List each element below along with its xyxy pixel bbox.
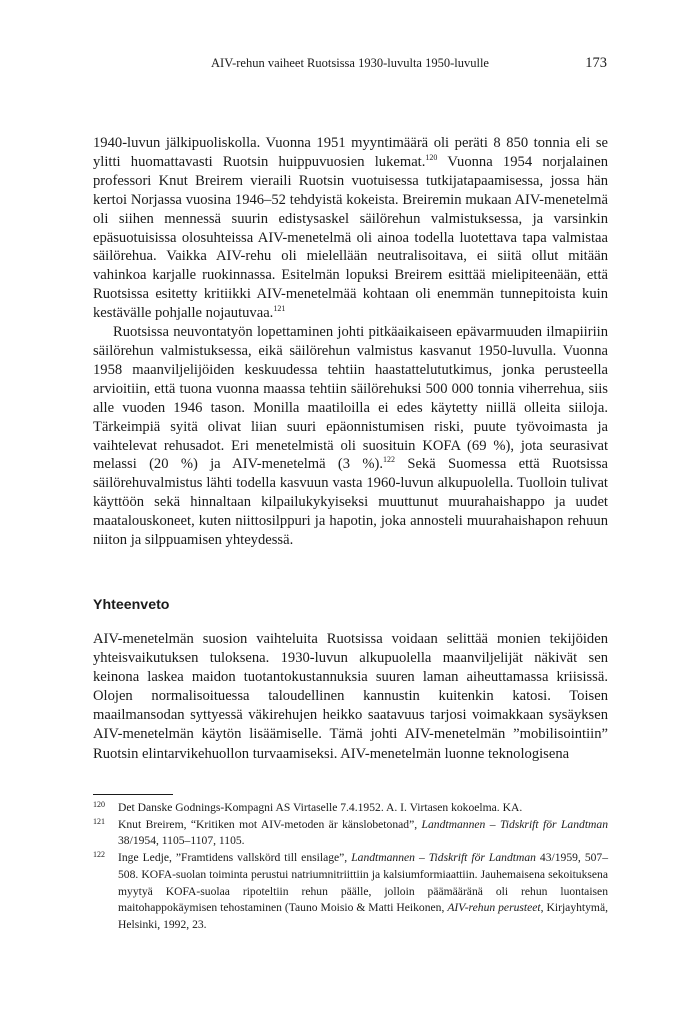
running-title: AIV-rehun vaiheet Ruotsissa 1930-luvulta 1950-luvulle xyxy=(211,56,489,70)
footnote-121 xyxy=(93,817,608,850)
body-text xyxy=(93,134,608,550)
paragraph-2-text-a: Ruotsissa neuvontatyön lopettaminen johti pitkäaikaiseen epävarmuuden ilmapiiriin säilörehun valmistuksessa, eikä säilörehun valmistus kasvanut 1950-luvulla. Vuonna 1958 maanviljelijöiden keskuudessa tehtiin haastattelututkimus, jonka perusteella arvioitiin, että tuona vuonna maassa tehtiin säilörehuksi 500 000 tonnia viherrehua, siis alle vuoden 1946 tason. Monilla maatiloilla ei edes käytetty niillä olleita siiloja. Tärkeimpiä syitä olivat liian suuri epäonnistumisen riski, puute työvoimasta ja vaihtelevat rehusadot. Eri menetelmistä oli suosituin KOFA (69 %), jota seurasivat melassi (20 %) ja AIV-menetelmä (3 %). xyxy=(93,324,608,473)
footnote-ref-122[interactable]: 122 xyxy=(383,455,396,465)
footnote-text: Det Danske Godnings-Kompagni AS Virtaselle 7.4.1952. A. I. Virtasen kokoelma. KA. xyxy=(118,801,523,814)
footnote-122 xyxy=(93,850,608,934)
footnote-text-post: , Kirjayhtymä, Helsinki, 1992, 23. xyxy=(118,901,608,931)
paragraph-2 xyxy=(93,323,608,550)
footnote-text-pre: Knut Breirem, “Kritiken mot AIV-metoden är känslobetonad”, xyxy=(118,817,422,831)
page-number: 173 xyxy=(585,55,607,71)
footnotes xyxy=(93,800,608,934)
footnote-journal-title: Landtmannen – Tidskrift för Landtman xyxy=(421,817,609,831)
section-text xyxy=(93,630,608,764)
footnote-number: 120 xyxy=(93,800,105,809)
running-header xyxy=(0,55,700,75)
footnote-text-mid: 43/1959, 507–508. KOFA-suolan toiminta perustui natriumnitriittiin ja kalsiumformiaattiin. Jauhemaisena sekoituksena myytyä KOFA-suolaa ripoteltiin rehun päälle, jolloin päämääränä oli rehun luontaisen maitohappokäymisen tehostaminen (Tauno Moisio & Matti Heikonen, xyxy=(118,851,609,915)
footnote-text-post: 38/1954, 1105–1107, 1105. xyxy=(118,834,245,848)
footnote-book-title: AIV-rehun perusteet xyxy=(447,901,541,915)
footnote-ref-120[interactable]: 120 xyxy=(425,152,438,162)
footnote-journal-title: Landtmannen – Tidskrift för Landtman xyxy=(351,851,536,865)
footnote-text-pre: Inge Ledje, ”Framtidens vallskörd till ensilage”, xyxy=(118,851,352,865)
footnote-number: 121 xyxy=(93,816,105,826)
footnote-ref-121[interactable]: 121 xyxy=(273,304,286,314)
footnote-number: 122 xyxy=(93,850,105,860)
section-paragraph: AIV-menetelmän suosion vaihteluita Ruotsissa voidaan selittää monien tekijöiden yhteisvaikutuksen tuloksena. 1930-luvun alkupuolella maanviljelijät näkivät sen keinona laskea maidon tuotantokustannuksia suuren laman aiheuttamassa kriisissä. Olojen normalisoituessa taloudellinen kannustin kuitenkin katosi. Toisen maailmansodan syttyessä väkirehujen heikko saatavuus tarjosi voimakkaan sysäyksen AIV-menetelmän käytön lisäämiselle. Tämä johti AIV-menetelmän ”mobilisointiin” Ruotsin elintarvikehuollon turvaamiseksi. AIV-menetelmän luonne teknologisena xyxy=(93,631,608,762)
section-heading: Yhteenveto xyxy=(93,597,170,613)
footnote-120 xyxy=(93,800,608,817)
paragraph-1-text-a: 1940-luvun jälkipuoliskolla. Vuonna 1951 myyntimäärä oli peräti 8 850 tonnia eli se ylitti huomattavasti Ruotsin huippuvuosien lukemat. xyxy=(93,135,608,170)
paragraph-2-text-b: Sekä Suomessa että Ruotsissa säilörehuvalmistus lähti todella kasvuun vasta 1960-luvun alkupuolella. Tuolloin tulivat käyttöön sekä hinnaltaan kilpailukykyiseksi muuttunut muurahaishappo ja uudet maatalouskoneet, kuten niittosilppuri ja hapotin, joka annosteli muurahaishapon rehuun niiton ja silppuamisen yhteydessä. xyxy=(93,456,608,549)
footnote-divider xyxy=(93,794,173,795)
paragraph-1 xyxy=(93,134,608,323)
paragraph-1-text-b: Vuonna 1954 norjalainen professori Knut Breirem vieraili Ruotsin vuotuisessa tutkijatapaamisessa, jossa hän kertoi Norjassa vuosina 1946–52 tehdyistä kokeista. Breiremin mukaan AIV-menetelmä oli siihen mennessä suurin edistysaskel säilörehun valmistuksessa, ja varsinkin epäsuotuisissa olosuhteissa AIV-menetelmä oli ainoa todella luotettava tapa valmistaa säilörehua. Vaikka AIV-rehu oli mielellään neutralisoitava, ei siitä ollut mitään vahinkoa karjalle ruokinnassa. Esitelmän lopuksi Breirem esittää mielipiteenään, että Ruotsissa esitetty kritiikki AIV-menetelmää kohtaan oli enemmän tunnepitoista kuin kestävälle pohjalle nojautuvaa. xyxy=(93,153,608,322)
